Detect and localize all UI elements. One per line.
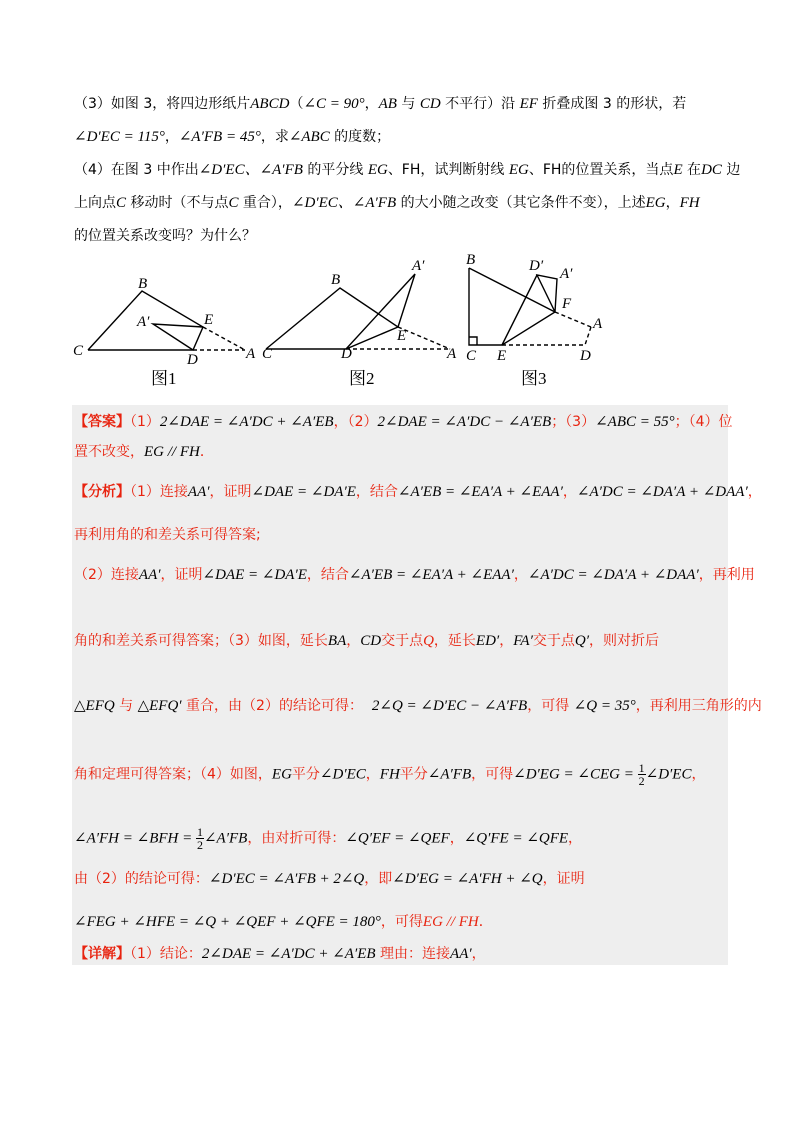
fig3-caption: 图3 bbox=[521, 369, 547, 388]
fig2-label-b: B bbox=[331, 272, 341, 288]
fig2-label-e: E bbox=[397, 328, 407, 344]
analysis-line-8: 由（2）的结论可得：∠D′EC = ∠A′FB + 2∠Q，即∠D′EG = ∠A′FH + ∠Q，证明 bbox=[74, 871, 585, 887]
q3-line-1: （3）如图 3，将四边形纸片ABCD（∠C = 90°，AB 与 CD 不平行）沿 EF 折叠成图 3 的形状，若 bbox=[74, 96, 687, 112]
fig3-be bbox=[469, 268, 555, 312]
analysis-line-6: 角和定理可得答案；（4）如图，EG平分∠D′EC，FH平分∠A′FB，可得∠D′EG = ∠CEG = $\frac{1}{2}$ ∠D′EC， bbox=[74, 761, 706, 788]
analysis-line-4: 角的和差关系可得答案；（3）如图，延长BA，CD交于点Q，延长ED′，FA′交于点Q′，则对折后 bbox=[74, 633, 660, 649]
fig3-label-a: A bbox=[593, 316, 603, 332]
fig1-label-a: A bbox=[246, 346, 256, 362]
fig3-dashed-ad bbox=[585, 327, 591, 345]
fig1-fold bbox=[153, 324, 203, 350]
fig3-label-b: B bbox=[466, 252, 476, 268]
q3-line-2: ∠D′EC = 115°，∠A′FB = 45°，求∠ABC 的度数； bbox=[74, 129, 391, 145]
fig3-label-d1: D′ bbox=[529, 258, 544, 274]
fig3-label-e: E bbox=[497, 348, 507, 364]
detail-line-1: 【详解】（1）结论：2∠DAE = ∠A′DC + ∠A′EB 理由：连接AA′， bbox=[74, 946, 486, 962]
fig1-label-b: B bbox=[138, 276, 148, 292]
analysis-line-3: （2）连接AA′，证明∠DAE = ∠DA′E，结合∠A′EB = ∠EA′A + ∠EAA′，∠A′DC = ∠DA′A + ∠DAA′，再利用 bbox=[74, 567, 755, 583]
fig3-label-f: F bbox=[562, 296, 572, 312]
q4-line-1: （4）在图 3 中作出∠D′EC、∠A′FB 的平分线 EG、FH，试判断射线 EG、FH的位置关系，当点E 在DC 边 bbox=[74, 162, 741, 178]
fig2-caption: 图2 bbox=[349, 369, 375, 388]
answer-line-2: 置不改变，EG // FH． bbox=[74, 444, 214, 460]
fig3-dashed-fa bbox=[555, 312, 591, 327]
fig2-polygon bbox=[266, 288, 398, 349]
fig1-label-c: C bbox=[73, 343, 84, 359]
fraction-half: $\frac{1}{2}$ bbox=[196, 825, 203, 852]
fig2-label-a: A bbox=[447, 346, 457, 362]
analysis-line-5: △EFQ 与 △EFQ′ 重合，由（2）的结论可得： 2∠Q = ∠D′EC − ∠A′FB，可得 ∠Q = 35°，再利用三角形的内 bbox=[74, 698, 762, 714]
answer-line-1: 【答案】（1）2∠DAE = ∠A′DC + ∠A′EB，（2）2∠DAE = ∠A′DC − ∠A′EB；（3）∠ABC = 55°；（4）位 bbox=[74, 414, 733, 430]
fig3-label-d: D bbox=[580, 348, 591, 364]
q4-line-2: 上向点C 移动时（不与点C 重合），∠D′EC、∠A′FB 的大小随之改变（其它条件不变），上述EG，FH bbox=[74, 195, 700, 211]
fig2-label-a1: A′ bbox=[412, 258, 425, 274]
fig2-label-c: C bbox=[262, 346, 273, 362]
fig1-label-a1: A′ bbox=[137, 314, 150, 330]
fraction-half: $\frac{1}{2}$ bbox=[638, 761, 645, 788]
fig2-label-d: D bbox=[341, 346, 352, 362]
fig1-dashed-ea bbox=[203, 327, 245, 350]
analysis-line-9: ∠FEG + ∠HFE = ∠Q + ∠QEF + ∠QFE = 180°，可得EG // FH． bbox=[74, 914, 493, 930]
geometry-figures bbox=[0, 246, 800, 396]
analysis-line-2: 再利用角的和差关系可得答案; bbox=[74, 527, 261, 543]
fig3-right-angle bbox=[469, 337, 477, 345]
fig1-caption: 图1 bbox=[151, 369, 177, 388]
fig1-label-d: D bbox=[187, 352, 198, 368]
fig3-label-c: C bbox=[466, 348, 477, 364]
fig3-label-a1: A′ bbox=[560, 266, 573, 282]
fig1-label-e: E bbox=[204, 312, 214, 328]
analysis-line-1: 【分析】（1）连接AA′，证明∠DAE = ∠DA′E，结合∠A′EB = ∠EA′A + ∠EAA′，∠A′DC = ∠DA′A + ∠DAA′， bbox=[74, 484, 762, 500]
analysis-line-7: ∠A′FH = ∠BFH = $\frac{1}{2}$ ∠A′FB，由对折可得：∠Q′EF = ∠QEF，∠Q′FE = ∠QFE， bbox=[74, 825, 583, 852]
q4-line-3: 的位置关系改变吗？为什么？ bbox=[74, 228, 256, 244]
